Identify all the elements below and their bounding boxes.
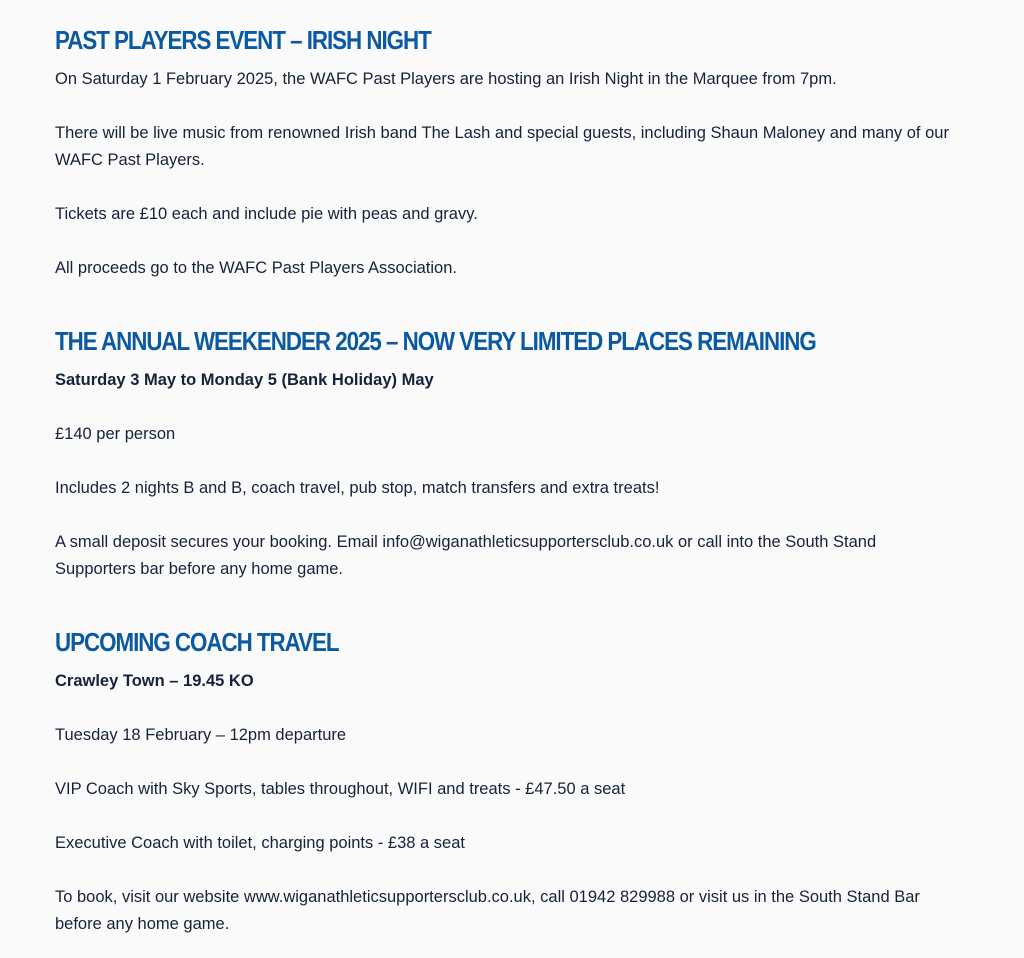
fixture-title: Crawley Town – 19.45 KO (55, 672, 254, 690)
email-link[interactable]: info@wiganathleticsupportersclub.co.uk (382, 533, 674, 551)
section-heading: THE ANNUAL WEEKENDER 2025 – NOW VERY LIMITED PLACES REMAINING (55, 326, 816, 356)
vip-coach-info: VIP Coach with Sky Sports, tables throughout, WIFI and treats - £47.50 a seat (55, 780, 626, 798)
booking-paragraph (55, 884, 955, 938)
section-coach-travel (55, 627, 955, 938)
section-heading: PAST PLAYERS EVENT – IRISH NIGHT (55, 25, 431, 55)
deposit-paragraph (55, 529, 955, 583)
paragraph: Tickets are £10 each and include pie with peas and gravy. (55, 205, 478, 223)
paragraph: There will be live music from renowned Irish band The Lash and special guests, including Shaun Maloney and many of our WAFC Past Players. (55, 124, 949, 169)
section-irish-night (55, 25, 955, 282)
deposit-text: A small deposit secures your booking. Email (55, 533, 383, 551)
paragraph: On Saturday 1 February 2025, the WAFC Past Players are hosting an Irish Night in the Marquee from 7pm. (55, 70, 837, 88)
deposit-text-end: or call into the South Stand Supporters bar before any home game. (55, 533, 877, 578)
section-heading: UPCOMING COACH TRAVEL (55, 627, 339, 657)
paragraph: All proceeds go to the WAFC Past Players Association. (55, 259, 457, 277)
website-link[interactable]: www.wiganathleticsupportersclub.co.uk (243, 888, 531, 906)
executive-coach-info: Executive Coach with toilet, charging points - £38 a seat (55, 834, 465, 852)
booking-text: To book, visit our website (55, 888, 244, 906)
paragraph: Includes 2 nights B and B, coach travel, pub stop, match transfers and extra treats! (55, 479, 660, 497)
departure-time: Tuesday 18 February – 12pm departure (55, 726, 347, 744)
price: £140 per person (55, 425, 176, 443)
booking-text-end: , call 01942 829988 or visit us in the South Stand Bar before any home game. (55, 888, 920, 933)
section-weekender (55, 326, 955, 583)
event-dates: Saturday 3 May to Monday 5 (Bank Holiday) May (55, 371, 434, 389)
